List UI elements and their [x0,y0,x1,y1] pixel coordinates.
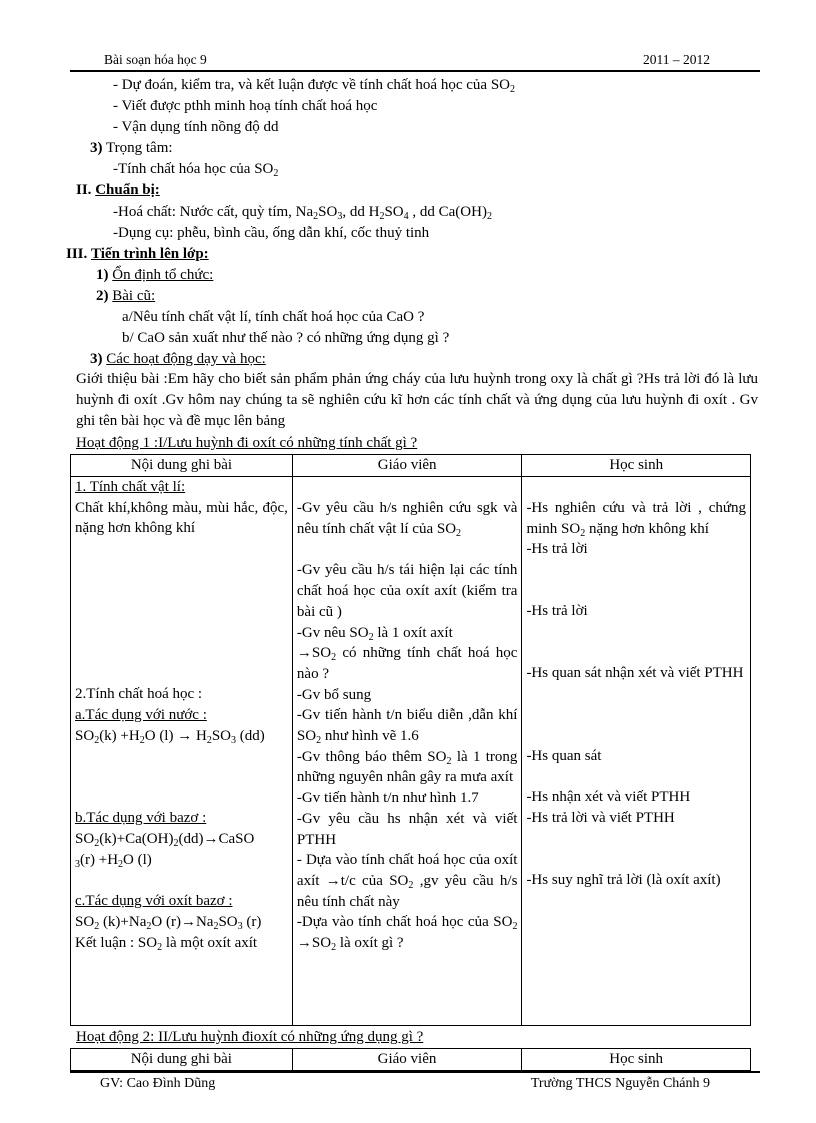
objective-1: - Dự đoán, kiểm tra, và kết luận được về tính chất hoá học của $SO_2$ [113,77,515,95]
col-header-student: Học sinh [522,1049,751,1071]
hs-observe-1: -Hs quan sát nhận xét và viết PTHH [526,664,744,681]
prep-heading: II. Chuẩn bị: [76,182,160,198]
gv-info: -Gv thông báo thêm $SO_2$ là 1 trong những nguyên nhân gây ra mưa axít [296,748,518,786]
header-rule [70,70,760,72]
base-title: b.Tác dụng với bazơ : [75,810,207,827]
base-equation: $SO_2(k)+Ca(OH)_2(dd)\to CaSO$ $_3(r) +H_2O$ (l) [75,830,255,870]
gv-phys: -Gv yêu cầu h/s nghiên cứu sgk và nêu tính chất vật lí của $SO_2$ [296,500,518,539]
chem-title: 2.Tính chất hoá học : [75,686,203,703]
gv-experiment-1: -Gv tiến hành t/n biểu diễn ,dẫn khí $SO_2$ như hình vẽ 1.6 [296,707,518,747]
col-header-student: Học sinh [522,455,751,477]
cell-content [71,477,293,1026]
step-1: 1) Ổn định tổ chức: [96,267,214,283]
activity-2-title: Hoạt động 2: II/Lưu huỳnh đioxít có những ứng dụng gì ? [76,1029,424,1045]
cell-student [522,477,751,1026]
phys-text: Chất khí,không màu, mùi hắc, độc, nặng hơn không khí [75,499,288,537]
focus-heading: 3) Trọng tâm: [90,140,173,156]
hs-answer-2: -Hs trả lời [526,603,588,620]
basic-oxide-equation: $SO_2$ $(k)+Na_2O$ $(r)\to Na_2SO_3$ (r) [75,914,262,933]
hs-answer-pthh: -Hs trả lời và viết PTHH [526,809,675,826]
activity-2-table [70,1048,751,1071]
header-title: Bài soạn hóa học 9 [104,52,207,67]
objective-3: - Vận dụng tính nồng độ dd [113,119,279,135]
objective-2: - Viết được pthh minh hoạ tính chất hoá học [113,98,378,114]
footer-teacher: GV: Cao Đình Dũng [100,1076,216,1091]
conclusion: Kết luận : $SO_2$ là một oxít axít [75,934,258,953]
basic-oxide-title: c.Tác dụng với oxít bazơ : [75,893,233,910]
old-question-b: b/ CaO sản xuất như thế nào ? có những ứng dụng gì ? [122,330,450,346]
prep-tools: -Dụng cụ: phễu, bình cầu, ống dẫn khí, cốc thuỷ tinh [113,225,430,241]
hs-comment: -Hs nhận xét và viết PTHH [526,789,691,806]
process-heading: III. Tiến trình lên lớp: [66,246,209,262]
gv-experiment-2: -Gv tiến hành t/n như hình 1.7 [296,790,479,807]
col-header-teacher: Giáo viên [292,1049,522,1071]
old-question-a: a/Nêu tính chất vật lí, tính chất hoá học của CaO ? [122,309,425,325]
gv-comment: -Gv yêu cầu hs nhận xét và viết PTHH [296,810,518,848]
hs-observe-2: -Hs quan sát [526,747,602,764]
hs-phys: -Hs nghiên cứu và trả lời , chứng minh $SO_2$ nặng hơn không khí [526,500,746,539]
phys-title: 1. Tính chất vật lí: [75,479,186,495]
activity-1-title: Hoạt động 1 :I/Lưu huỳnh đi oxít có những tính chất gì ? [76,435,418,451]
gv-add: -Gv bổ sung [296,686,372,703]
footer-rule [70,1071,760,1073]
page-header [104,52,710,68]
lesson-intro: Giới thiệu bài :Em hãy cho biết sản phẩm phản ứng cháy của lưu huỳnh trong oxy là chất gì ?Hs trả lời đó là lưu huỳnh đi oxít .Gv hôm nay chúng ta sẽ nghiên cứu kĩ hơn các tính chất và ứng dụng của lưu huỳnh đi oxít . Gv ghi tên bài học và đề mục lên bảng [76,371,758,429]
table-header-row [71,1049,751,1071]
hs-think: -Hs suy nghĩ trả lời (là oxít axít) [526,871,721,888]
col-header-content: Nội dung ghi bài [71,1049,293,1071]
header-year: 2011 – 2012 [643,52,710,67]
activity-1-table [70,454,751,1026]
water-title: a.Tác dụng với nước : [75,706,207,723]
prep-chemicals: -Hoá chất: Nước cất, quỳ tím, $Na_2SO_3$, dd $H_2SO_4$ , dd $Ca(OH)_2$ [113,204,492,222]
gv-recall: -Gv yêu cầu h/s tái hiện lại các tính chất hoá học của oxít axít (kiểm tra bài cũ ) [296,562,518,620]
gv-based-2: -Dựa vào tính chất hoá học của $SO_2 \to SO_2$ là oxít gì ? [296,914,518,954]
step-3: 3) Các hoạt động dạy và học: [90,351,266,367]
table-header-row [71,455,751,477]
focus-text: -Tính chất hóa học của $SO_2$ [113,161,279,179]
gv-acid: -Gv nêu $SO_2$ là 1 oxít axít $\to SO_2$ có những tính chất hoá học nào ? [296,624,518,682]
step-2: 2) Bài cũ: [96,288,156,304]
water-equation: $SO_2(k) +H_2O$ $(l) \to H_2SO_3$ (dd) [75,727,265,746]
col-header-content: Nội dung ghi bài [71,455,293,477]
table-row [71,477,751,1026]
hs-answer-1: -Hs trả lời [526,541,588,558]
page-footer [100,1075,710,1093]
cell-teacher [292,477,522,1026]
col-header-teacher: Giáo viên [292,455,522,477]
gv-based: - Dựa vào tính chất hoá học của oxít axít →t/c của $SO_2$ ,gv yêu cầu h/s nêu tính chất này [296,852,518,910]
footer-school: Trường THCS Nguyễn Chánh 9 [530,1076,710,1091]
